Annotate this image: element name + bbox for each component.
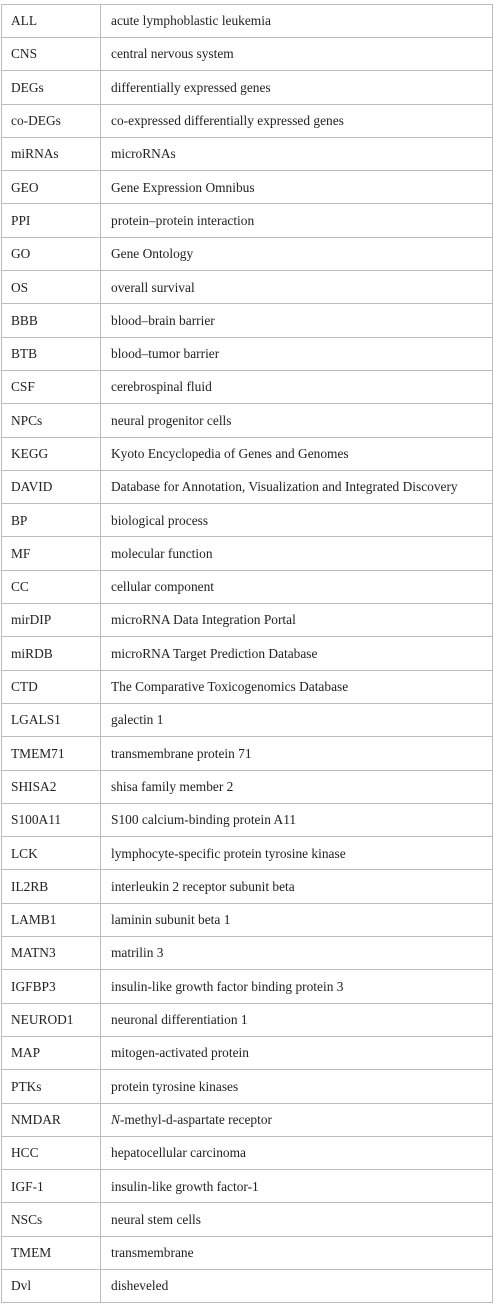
- abbreviation-cell: NSCs: [2, 1203, 101, 1236]
- definition-cell: shisa family member 2: [101, 770, 493, 803]
- table-row: [2, 737, 493, 770]
- table-row: [2, 1203, 493, 1236]
- definition-cell: lymphocyte-specific protein tyrosine kinase: [101, 837, 493, 870]
- abbreviation-cell: NMDAR: [2, 1103, 101, 1136]
- abbreviation-cell: LGALS1: [2, 703, 101, 736]
- table-row: [2, 271, 493, 304]
- definition-cell: molecular function: [101, 537, 493, 570]
- definition-cell: protein tyrosine kinases: [101, 1070, 493, 1103]
- definition-cell: central nervous system: [101, 38, 493, 71]
- abbreviation-cell: GO: [2, 237, 101, 270]
- definition-cell: blood–tumor barrier: [101, 337, 493, 370]
- abbreviation-cell: ALL: [2, 5, 101, 38]
- abbreviation-cell: SHISA2: [2, 770, 101, 803]
- table-row: [2, 404, 493, 437]
- definition-cell: transmembrane protein 71: [101, 737, 493, 770]
- table-row: [2, 703, 493, 736]
- abbreviation-cell: HCC: [2, 1136, 101, 1169]
- definition-cell: Gene Expression Omnibus: [101, 171, 493, 204]
- definition-cell: The Comparative Toxicogenomics Database: [101, 670, 493, 703]
- definition-cell: insulin-like growth factor binding protein 3: [101, 970, 493, 1003]
- definition-rest: -methyl-d-aspartate receptor: [119, 1111, 272, 1127]
- definition-cell: transmembrane: [101, 1236, 493, 1269]
- definition-cell: Gene Ontology: [101, 237, 493, 270]
- definition-italic-prefix: N: [111, 1111, 120, 1127]
- table-row: [2, 937, 493, 970]
- definition-cell: Database for Annotation, Visualization and Integrated Discovery: [101, 470, 493, 503]
- abbreviation-cell: BBB: [2, 304, 101, 337]
- definition-cell: blood–brain barrier: [101, 304, 493, 337]
- table-row: [2, 570, 493, 603]
- abbreviation-cell: OS: [2, 271, 101, 304]
- abbreviation-cell: TMEM71: [2, 737, 101, 770]
- abbreviation-cell: CC: [2, 570, 101, 603]
- abbreviation-cell: IL2RB: [2, 870, 101, 903]
- table-row: [2, 304, 493, 337]
- table-row: [2, 437, 493, 470]
- definition-cell: cellular component: [101, 570, 493, 603]
- abbreviation-cell: CTD: [2, 670, 101, 703]
- table-row: [2, 137, 493, 170]
- table-row: [2, 1136, 493, 1169]
- definition-cell: hepatocellular carcinoma: [101, 1136, 493, 1169]
- definition-cell: protein–protein interaction: [101, 204, 493, 237]
- table-row: [2, 903, 493, 936]
- abbreviation-cell: IGF-1: [2, 1170, 101, 1203]
- definition-cell: neuronal differentiation 1: [101, 1003, 493, 1036]
- table-row: [2, 1269, 493, 1302]
- definition-cell: differentially expressed genes: [101, 71, 493, 104]
- definition-cell: galectin 1: [101, 703, 493, 736]
- table-row: [2, 1103, 493, 1136]
- table-row: [2, 237, 493, 270]
- table-row: [2, 1003, 493, 1036]
- abbreviation-cell: GEO: [2, 171, 101, 204]
- table-row: [2, 71, 493, 104]
- table-row: [2, 537, 493, 570]
- definition-cell: neural progenitor cells: [101, 404, 493, 437]
- table-row: [2, 1070, 493, 1103]
- abbreviation-cell: Dvl: [2, 1269, 101, 1302]
- definition-cell: interleukin 2 receptor subunit beta: [101, 870, 493, 903]
- table-row: [2, 470, 493, 503]
- abbreviation-cell: mirDIP: [2, 604, 101, 637]
- table-row: [2, 370, 493, 403]
- table-row: [2, 504, 493, 537]
- abbreviation-cell: miRNAs: [2, 137, 101, 170]
- definition-cell: microRNAs: [101, 137, 493, 170]
- definition-cell: S100 calcium-binding protein A11: [101, 803, 493, 836]
- table-row: [2, 637, 493, 670]
- abbreviation-cell: NEUROD1: [2, 1003, 101, 1036]
- abbreviation-cell: PTKs: [2, 1070, 101, 1103]
- abbreviation-cell: MAP: [2, 1036, 101, 1069]
- definition-cell: Kyoto Encyclopedia of Genes and Genomes: [101, 437, 493, 470]
- abbreviation-cell: miRDB: [2, 637, 101, 670]
- table-row: [2, 770, 493, 803]
- abbreviation-cell: LAMB1: [2, 903, 101, 936]
- abbreviation-cell: KEGG: [2, 437, 101, 470]
- abbreviation-cell: BP: [2, 504, 101, 537]
- table-row: [2, 5, 493, 38]
- definition-cell: mitogen-activated protein: [101, 1036, 493, 1069]
- definition-cell: biological process: [101, 504, 493, 537]
- definition-cell: overall survival: [101, 271, 493, 304]
- abbreviation-cell: CNS: [2, 38, 101, 71]
- abbreviation-cell: DEGs: [2, 71, 101, 104]
- abbreviation-cell: NPCs: [2, 404, 101, 437]
- table-row: [2, 38, 493, 71]
- definition-cell: disheveled: [101, 1269, 493, 1302]
- table-row: [2, 604, 493, 637]
- table-row: [2, 970, 493, 1003]
- abbreviation-cell: TMEM: [2, 1236, 101, 1269]
- definition-cell: laminin subunit beta 1: [101, 903, 493, 936]
- abbreviation-cell: BTB: [2, 337, 101, 370]
- definition-cell: co-expressed differentially expressed genes: [101, 104, 493, 137]
- abbreviation-cell: DAVID: [2, 470, 101, 503]
- abbreviations-table-body: [2, 5, 493, 1303]
- abbreviation-cell: PPI: [2, 204, 101, 237]
- table-row: [2, 1170, 493, 1203]
- abbreviations-table: [1, 4, 493, 1303]
- definition-cell: microRNA Data Integration Portal: [101, 604, 493, 637]
- abbreviation-cell: LCK: [2, 837, 101, 870]
- definition-cell: neural stem cells: [101, 1203, 493, 1236]
- table-row: [2, 1036, 493, 1069]
- definition-cell: microRNA Target Prediction Database: [101, 637, 493, 670]
- table-row: [2, 803, 493, 836]
- table-row: [2, 670, 493, 703]
- definition-cell: [101, 1103, 493, 1136]
- table-row: [2, 171, 493, 204]
- table-row: [2, 837, 493, 870]
- abbreviation-cell: MATN3: [2, 937, 101, 970]
- abbreviation-cell: CSF: [2, 370, 101, 403]
- definition-cell: matrilin 3: [101, 937, 493, 970]
- definition-cell: insulin-like growth factor-1: [101, 1170, 493, 1203]
- abbreviation-cell: IGFBP3: [2, 970, 101, 1003]
- definition-cell: cerebrospinal fluid: [101, 370, 493, 403]
- definition-cell: acute lymphoblastic leukemia: [101, 5, 493, 38]
- abbreviation-cell: S100A11: [2, 803, 101, 836]
- table-row: [2, 1236, 493, 1269]
- table-row: [2, 337, 493, 370]
- abbreviation-cell: MF: [2, 537, 101, 570]
- abbreviation-cell: co-DEGs: [2, 104, 101, 137]
- table-row: [2, 104, 493, 137]
- table-row: [2, 870, 493, 903]
- table-row: [2, 204, 493, 237]
